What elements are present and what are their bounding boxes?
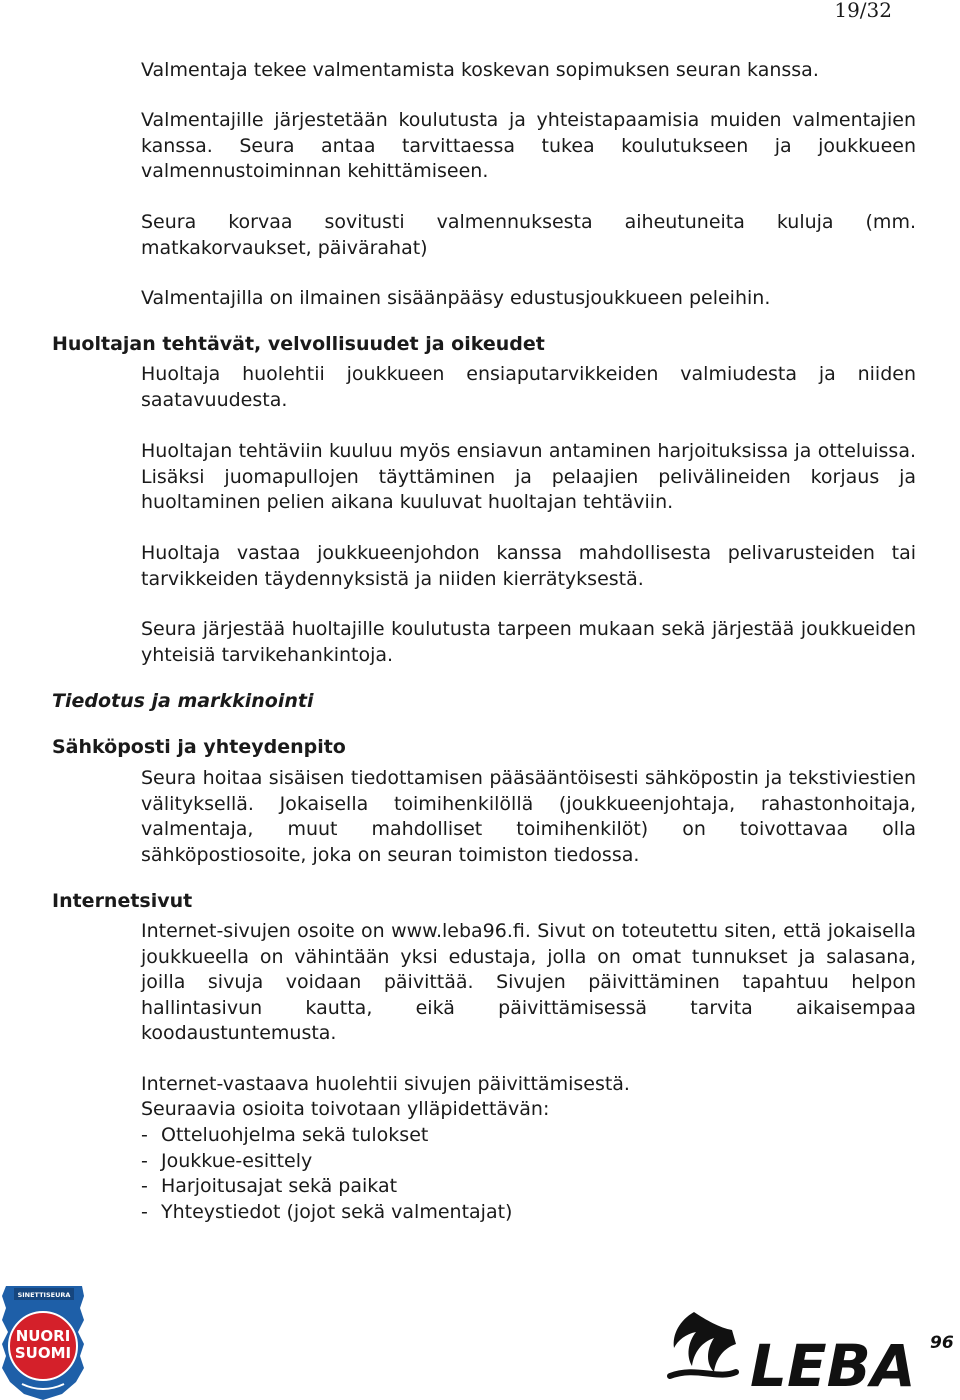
list-item bbox=[141, 1200, 512, 1226]
leba96-logo bbox=[666, 1306, 960, 1400]
paragraph-first-aid-duties: Huoltajan tehtäviin kuuluu myös ensiavun antaminen harjoituksissa ja otteluissa. Lisäksi juomapullojen täyttäminen ja pelaajien pelivälineiden korjaus ja huoltaminen pelien aikana kuuluvat huoltajan tehtäviin. bbox=[141, 440, 916, 513]
paragraph-expenses: Seura korvaa sovitusti valmennuksesta aiheutuneita kuluja (mm. matkakorvaukset, päivärahat) bbox=[141, 211, 916, 259]
sinettiseura-logo bbox=[0, 1284, 86, 1400]
list-item bbox=[141, 1149, 512, 1175]
paragraph-email: Seura hoitaa sisäisen tiedottamisen pääsääntöisesti sähköpostin ja tekstiviestien välityksellä. Jokaisella toimihenkilöllä (joukkueenjohtaja, rahastonhoitaja, valmentaja, muut mahdolliset toimihenkilöt) on toivottavaa olla sähköpostiosoite, joka on seuran toimiston tiedossa. bbox=[141, 767, 916, 866]
leba-suffix: 96 bbox=[930, 1333, 954, 1353]
heading-communication-marketing: Tiedotus ja markkinointi bbox=[52, 690, 314, 712]
paragraph-first-aid-supplies: Huoltaja huolehtii joukkueen ensiaputarvikkeiden valmiudesta ja niiden saatavuudesta. bbox=[141, 363, 916, 411]
heading-internet-pages: Internetsivut bbox=[52, 890, 193, 912]
leba-name: LEBA bbox=[750, 1332, 916, 1400]
sinetti-line1: NUORI bbox=[15, 1327, 71, 1345]
dash-bullet: - bbox=[141, 1175, 148, 1197]
sinetti-top-text: SINETTISEURA bbox=[17, 1291, 71, 1299]
paragraph-free-entry: Valmentajilla on ilmainen sisäänpääsy edustusjoukkueen peleihin. bbox=[141, 287, 771, 309]
list-item bbox=[141, 1174, 512, 1200]
dash-bullet: - bbox=[141, 1200, 148, 1223]
sections-list bbox=[141, 1123, 512, 1225]
list-item-text: Harjoitusajat sekä paikat bbox=[161, 1175, 398, 1197]
dash-bullet: - bbox=[141, 1149, 148, 1172]
heading-caretaker-duties: Huoltajan tehtävät, velvollisuudet ja oikeudet bbox=[52, 333, 545, 355]
list-item-text: Yhteystiedot (jojot sekä valmentajat) bbox=[161, 1200, 513, 1223]
page-number: 19/32 bbox=[834, 0, 892, 22]
dash-bullet: - bbox=[141, 1124, 148, 1146]
paragraph-equipment: Huoltaja vastaa joukkueenjohdon kanssa mahdollisesta pelivarusteiden tai tarvikkeiden täydennyksistä ja niiden kierrätyksestä. bbox=[141, 542, 916, 590]
list-item-text: Otteluohjelma sekä tulokset bbox=[161, 1124, 429, 1146]
paragraph-coach-training: Valmentajille järjestetään koulutusta ja yhteistapaamisia muiden valmentajien kanssa. Seura antaa tarvittaessa tukea koulutukseen ja joukkueen valmennustoiminnan kehittämiseen. bbox=[141, 109, 916, 182]
paragraph-website: Internet-sivujen osoite on www.leba96.fi. Sivut on toteutettu siten, että jokaisella joukkueella on vähintään yksi edustaja, jolla on omat tunnukset ja salasana, joilla sivuja voidaan päivittää. Sivujen päivittäminen tapahtuu helpon hallintasivun kautta, eikä päivittämisessä tarvita aikaisempaa koodaustuntemusta. bbox=[141, 920, 916, 1044]
paragraph-contract: Valmentaja tekee valmentamista koskevan sopimuksen seuran kanssa. bbox=[141, 59, 819, 81]
paragraph-caretaker-training: Seura järjestää huoltajille koulutusta tarpeen mukaan sekä järjestää joukkueiden yhteisiä tarvikehankintoja. bbox=[141, 618, 916, 666]
paragraph-sections-intro: Seuraavia osioita toivotaan ylläpidettävän: bbox=[141, 1098, 550, 1120]
paragraph-web-admin: Internet-vastaava huolehtii sivujen päivittämisestä. bbox=[141, 1073, 630, 1095]
heading-email: Sähköposti ja yhteydenpito bbox=[52, 736, 346, 758]
list-item bbox=[141, 1123, 512, 1149]
list-item-text: Joukkue-esittely bbox=[161, 1149, 313, 1172]
sinetti-line2: SUOMI bbox=[14, 1344, 72, 1362]
